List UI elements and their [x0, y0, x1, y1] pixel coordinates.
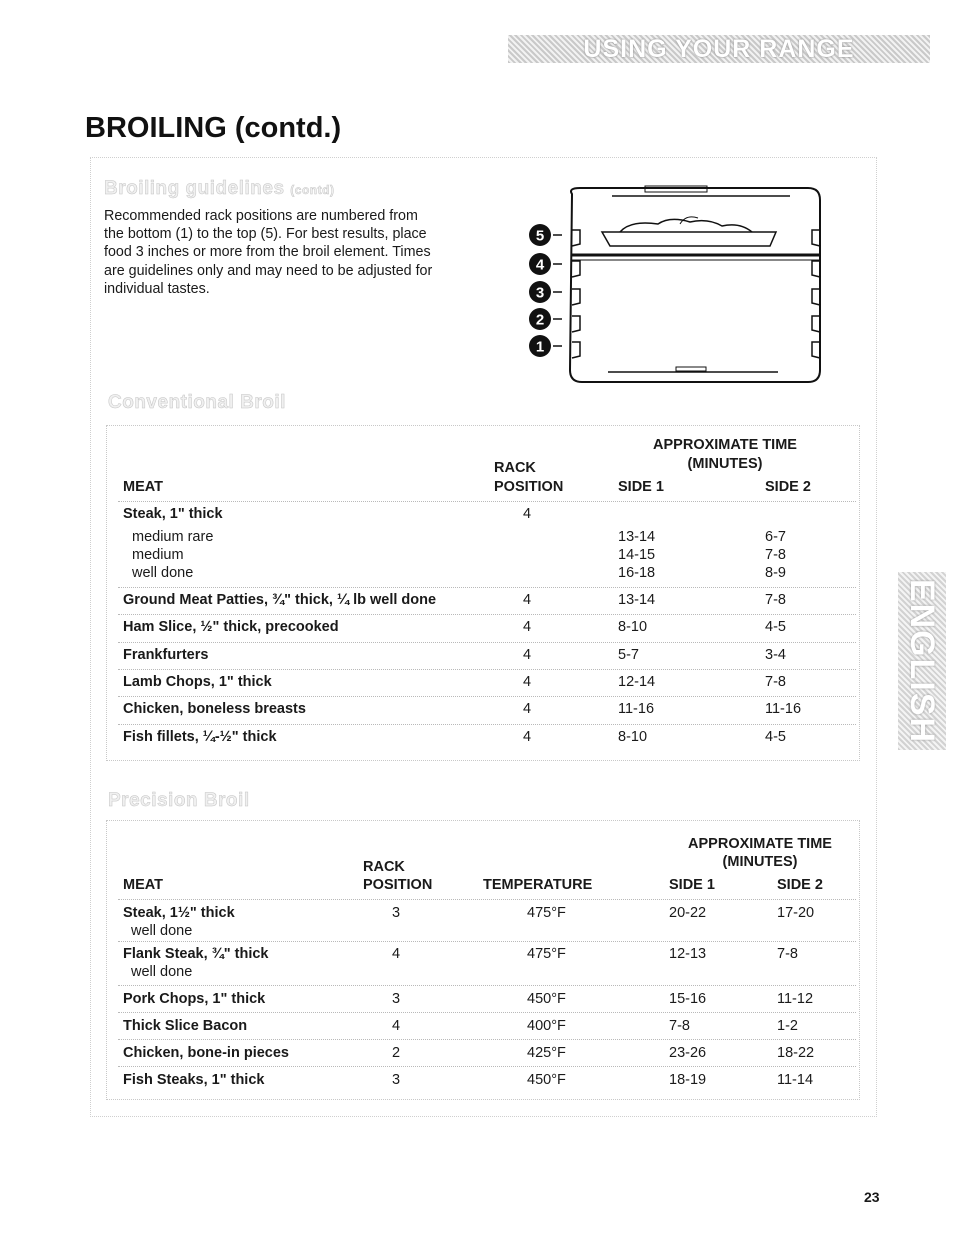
rack-position: 4: [392, 1018, 401, 1034]
rack-position: 2: [392, 1045, 401, 1061]
side-2-time: 8-9: [765, 565, 786, 581]
side-2-time: 7-8: [777, 946, 798, 962]
precision-broil-heading: Precision Broil: [108, 790, 250, 811]
row-divider: [118, 587, 856, 588]
meat-name: Steak, 1½" thick: [123, 905, 235, 921]
guidelines-line: Recommended rack positions are numbered from: [104, 208, 418, 224]
side-1-time: 23-26: [669, 1045, 707, 1061]
header-side-2: SIDE 2: [777, 877, 823, 893]
rack-number-3: [529, 281, 562, 303]
language-side-tab-text: ENGLISH: [903, 578, 942, 744]
side-1-time: 15-16: [669, 991, 707, 1007]
header-position: POSITION: [363, 877, 433, 893]
guidelines-line: are guidelines only and may need to be adjusted for: [104, 262, 433, 279]
header-minutes: (MINUTES): [687, 456, 763, 472]
guidelines-line: food 3 inches or more from the broil element. Times: [104, 244, 431, 261]
meat-name: Chicken, boneless breasts: [123, 701, 306, 717]
doneness-label: well done: [132, 565, 194, 581]
rack-number-2: [529, 308, 562, 330]
header-approx-time: APPROXIMATE TIME: [688, 836, 832, 852]
side-2-time: 1-2: [777, 1018, 798, 1034]
header-rack: RACK: [363, 859, 405, 875]
guidelines-line: the bottom (1) to the top (5). For best results, place: [104, 226, 427, 243]
row-divider: [118, 1039, 856, 1040]
side-2-time: 4-5: [765, 729, 786, 745]
rack-number-4: [529, 253, 562, 275]
doneness-label: medium rare: [132, 529, 214, 545]
meat-name: Pork Chops, 1" thick: [123, 991, 266, 1007]
row-divider: [118, 669, 856, 670]
row-divider: [118, 724, 856, 725]
side-2-time: 11-14: [777, 1072, 814, 1088]
row-divider: [118, 941, 856, 942]
rack-guides: [572, 230, 820, 358]
header-side-1: SIDE 1: [618, 479, 664, 495]
page-number: 23: [864, 1189, 880, 1205]
side-2-time: 11-12: [777, 991, 814, 1007]
header-meat: MEAT: [123, 479, 164, 495]
rack-position: 3: [392, 905, 401, 921]
side-2-time: 4-5: [765, 619, 786, 635]
rack-number-5: [529, 224, 562, 246]
section-banner-text: USING YOUR RANGE: [583, 34, 855, 63]
guidelines-heading-text: Broiling guidelines: [104, 178, 285, 199]
side-2-time: 7-8: [765, 674, 786, 690]
side-1-time: 5-7: [618, 647, 639, 663]
side-2-time: 7-8: [765, 547, 786, 563]
rack-position: 4: [523, 674, 532, 690]
rack-position: 4: [523, 729, 532, 745]
rack-number-1-label: 1: [535, 338, 545, 356]
header-minutes: (MINUTES): [722, 854, 798, 870]
rack-position: 4: [523, 619, 532, 635]
side-2-time: 7-8: [765, 592, 786, 608]
rack-number-1: [529, 335, 562, 357]
side-1-time: 13-14: [618, 592, 656, 608]
side-1-time: 13-14: [618, 529, 656, 545]
side-1-time: 16-18: [618, 565, 656, 581]
header-meat: MEAT: [123, 877, 164, 893]
header-side-2: SIDE 2: [765, 479, 811, 495]
row-divider: [118, 614, 856, 615]
guidelines-paragraph: [104, 207, 484, 298]
rack-number-2-label: 2: [535, 311, 545, 329]
meat-name: Fish fillets, ¼-½" thick: [123, 729, 277, 745]
rack-position: 4: [523, 647, 532, 663]
meat-name: Steak, 1" thick: [123, 506, 223, 522]
row-divider: [118, 985, 856, 986]
rack-position: 4: [523, 506, 532, 522]
side-2-time: 17-20: [777, 905, 815, 921]
meat-name: Ground Meat Patties, ¾" thick, ¼ lb well done: [123, 592, 437, 608]
meat-name: Chicken, bone-in pieces: [123, 1045, 289, 1061]
rack-position: 4: [392, 946, 401, 962]
temperature: 475°F: [527, 946, 566, 962]
temperature: 450°F: [527, 1072, 566, 1088]
side-2-time: 3-4: [765, 647, 786, 663]
header-side-1: SIDE 1: [669, 877, 715, 893]
temperature: 450°F: [527, 991, 566, 1007]
rack-number-5-label: 5: [535, 227, 545, 245]
row-divider: [118, 696, 856, 697]
side-1-time: 11-16: [618, 701, 655, 717]
guidelines-heading: [104, 178, 334, 200]
header-approx-time: APPROXIMATE TIME: [653, 437, 797, 453]
header-position: POSITION: [494, 479, 564, 495]
guidelines-heading-suffix: (contd): [290, 183, 335, 197]
side-2-time: 11-16: [765, 701, 802, 717]
temperature: 400°F: [527, 1018, 566, 1034]
row-divider: [118, 899, 856, 900]
language-side-tab: [898, 572, 946, 750]
side-1-time: 14-15: [618, 547, 656, 563]
rack-number-3-label: 3: [535, 284, 545, 302]
meat-name: Ham Slice, ½" thick, precooked: [123, 619, 339, 635]
oven-rack-diagram: [490, 180, 830, 390]
page-title: BROILING (contd.): [85, 112, 342, 144]
rack-position: 4: [523, 701, 532, 717]
temperature: 475°F: [527, 905, 566, 921]
meat-name: Frankfurters: [123, 647, 209, 663]
side-2-time: 6-7: [765, 529, 786, 545]
side-1-time: 20-22: [669, 905, 707, 921]
doneness-label: medium: [132, 547, 184, 563]
meat-name: Lamb Chops, 1" thick: [123, 674, 272, 690]
row-divider: [118, 642, 856, 643]
side-2-time: 18-22: [777, 1045, 815, 1061]
rack-position: 4: [523, 592, 532, 608]
meat-name: Flank Steak, ¾" thick: [123, 946, 269, 962]
rack-position: 3: [392, 1072, 401, 1088]
side-1-time: 8-10: [618, 729, 648, 745]
guidelines-line: individual tastes.: [104, 280, 210, 297]
header-rack: RACK: [494, 460, 536, 476]
rack-position: 3: [392, 991, 401, 1007]
row-divider: [118, 1066, 856, 1067]
doneness-label: well done: [131, 923, 193, 939]
side-1-time: 12-14: [618, 674, 656, 690]
rack-number-4-label: 4: [535, 256, 545, 274]
section-banner: [508, 35, 930, 63]
meat-name: Fish Steaks, 1" thick: [123, 1072, 265, 1088]
temperature: 425°F: [527, 1045, 566, 1061]
row-divider: [118, 501, 856, 502]
doneness-label: well done: [131, 964, 193, 980]
side-1-time: 7-8: [669, 1018, 690, 1034]
conventional-broil-heading: Conventional Broil: [108, 392, 286, 413]
header-temperature: TEMPERATURE: [483, 877, 593, 893]
side-1-time: 8-10: [618, 619, 648, 635]
side-1-time: 12-13: [669, 946, 707, 962]
row-divider: [118, 1012, 856, 1013]
meat-name: Thick Slice Bacon: [123, 1018, 248, 1034]
side-1-time: 18-19: [669, 1072, 707, 1088]
